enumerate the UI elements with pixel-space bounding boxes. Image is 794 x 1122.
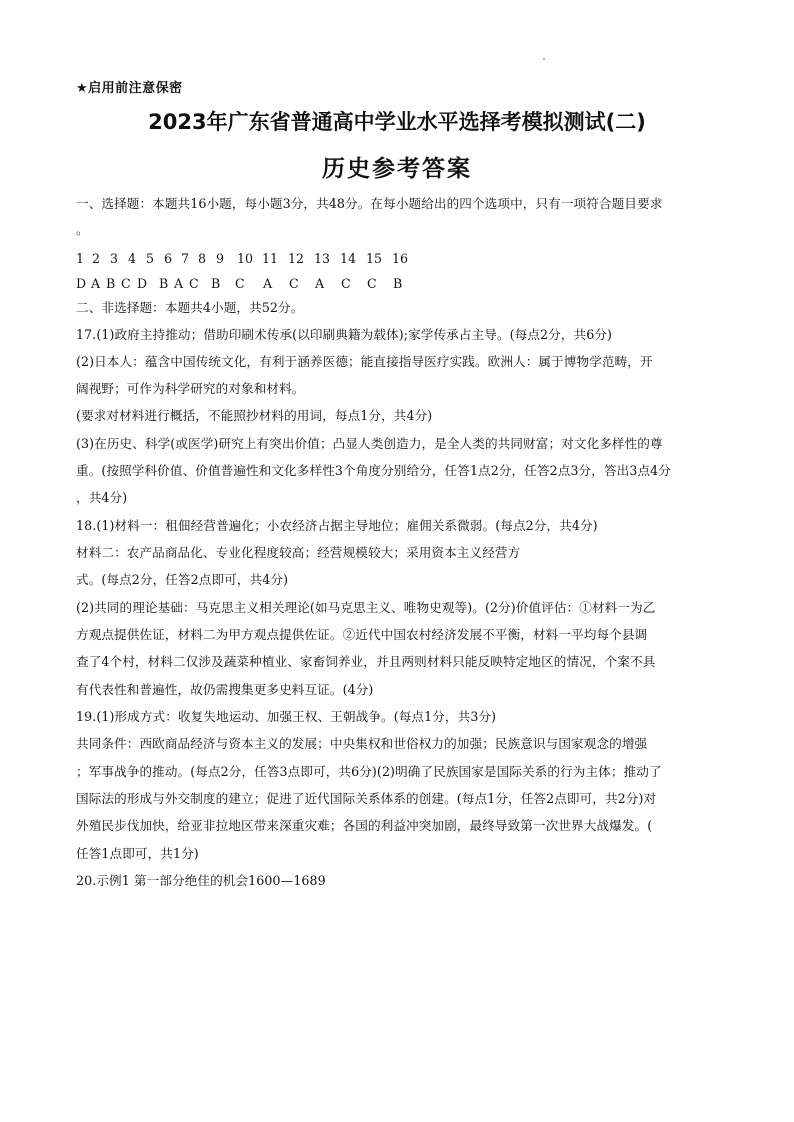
answer-line: 共同条件：西欧商品经济与资本主义的发展；中央集权和世俗权力的加强；民族意识与国家观念的增强	[76, 736, 648, 751]
answer-letter: C	[235, 276, 245, 291]
section1-intro: 一、选择题：本题共16小题，每小题3分，共48分。在每小题给出的四个选项中，只有一项符合题目要求	[76, 196, 663, 211]
question-number: 14	[340, 251, 357, 266]
answer-line: 方观点提供佐证，材料二为甲方观点提供佐证。②近代中国农村经济发展不平衡，材料一平均每个县调	[76, 627, 648, 642]
answer-letter: B	[211, 276, 221, 291]
answer-key-title: 历史参考答案	[322, 156, 472, 182]
question-number: 7	[181, 251, 190, 266]
question-number: 8	[198, 251, 207, 266]
question-number: 2	[92, 251, 101, 266]
answer-line: 材料二：农产品商品化、专业化程度较高；经营规模较大；采用资本主义经营方	[76, 545, 521, 560]
answer-letter: B	[106, 276, 116, 291]
answer-letter: C	[367, 276, 377, 291]
answer-line: 式。(每点2分，任答2点即可，共4分)	[76, 572, 289, 587]
answer-line: 20.示例1 第一部分绝佳的机会1600—1689	[76, 873, 326, 888]
question-number: 5	[146, 251, 155, 266]
question-number: 15	[366, 251, 383, 266]
question-number: 13	[314, 251, 331, 266]
answer-line: 有代表性和普遍性，故仍需搜集更多史料互证。(4分)	[76, 682, 374, 697]
answer-letter: A	[174, 276, 184, 291]
question-number: 3	[110, 251, 119, 266]
answer-letter: D	[137, 276, 148, 291]
answer-letter: C	[341, 276, 351, 291]
answer-line: 19.(1)形成方式：收复失地运动、加强王权、王朝战争。(每点1分，共3分)	[76, 709, 497, 724]
scan-dot	[543, 58, 545, 60]
answer-line: 任答1点即可，共1分)	[76, 846, 199, 861]
answer-line: 查了4个村，材料二仅涉及蔬菜种植业、家畜饲养业，并且两则材料只能反映特定地区的情况，个案不具	[76, 654, 656, 669]
answer-line: ；军事战争的推动。(每点2分，任答3点即可，共6分)(2)明确了民族国家是国际关系的行为主体；推动了	[76, 764, 662, 779]
answer-letter: A	[91, 276, 101, 291]
question-number: 11	[262, 251, 279, 266]
answer-letter: C	[289, 276, 299, 291]
answer-line: (2)共同的理论基础：马克思主义相关理论(如马克思主义、唯物史观等)。(2分)价值评估：①材料一为乙	[76, 600, 656, 615]
answer-line: 18.(1)材料一：租佃经营普遍化；小农经济占据主导地位；雇佣关系微弱。(每点2分，共4分)	[76, 518, 598, 533]
answer-letter: C	[189, 276, 199, 291]
answer-line: 外殖民步伐加快，给亚非拉地区带来深重灾难；各国的利益冲突加剧，最终导致第一次世界大战爆发。(	[76, 818, 653, 833]
answer-letter: C	[121, 276, 131, 291]
answer-line: (要求对材料进行概括，不能照抄材料的用词，每点1分，共4分)	[76, 408, 433, 423]
question-number: 4	[128, 251, 137, 266]
answer-line: 17.(1)政府主持推动；借助印刷术传承(以印刷典籍为载体);家学传承占主导。(每点2分，共6分)	[76, 327, 613, 342]
answer-line: 国际法的形成与外交制度的建立；促进了近代国际关系体系的创建。(每点1分，任答2点即可，共2分)对	[76, 791, 657, 806]
answer-letters-row	[76, 276, 413, 291]
answer-line: (3)在历史、科学(或医学)研究上有突出价值；凸显人类创造力，是全人类的共同财富；对文化多样性的尊	[76, 436, 663, 451]
answer-letter: A	[315, 276, 325, 291]
answer-line: 重。(按照学科价值、价值普遍性和文化多样性3个角度分别给分，任答1点2分，任答2点3分，答出3点4分	[76, 463, 671, 478]
answer-letter: A	[263, 276, 273, 291]
question-number: 6	[164, 251, 173, 266]
answer-letter: D	[76, 276, 87, 291]
answer-letter: B	[393, 276, 403, 291]
question-number: 9	[216, 251, 225, 266]
question-number: 10	[237, 251, 254, 266]
confidential-label: ★启用前注意保密	[76, 81, 183, 96]
section1-intro-end: 。	[76, 222, 89, 237]
section2-intro: 二、非选择题：本题共4小题，共52分。	[76, 300, 304, 315]
question-number: 16	[392, 251, 409, 266]
question-number: 12	[288, 251, 305, 266]
exam-title: 2023年广东省普通高中学业水平选择考模拟测试(二)	[148, 110, 646, 134]
answer-line: ，共4分)	[76, 490, 128, 505]
question-number: 1	[76, 251, 85, 266]
answer-letter: B	[159, 276, 169, 291]
answer-line: 阔视野；可作为科学研究的对象和材料。	[76, 381, 305, 396]
answer-line: (2)日本人：蕴含中国传统文化，有利于涵养医德；能直接指导医疗实践。欧洲人：属于博物学范畴，开	[76, 354, 653, 369]
question-numbers-row	[76, 251, 412, 266]
